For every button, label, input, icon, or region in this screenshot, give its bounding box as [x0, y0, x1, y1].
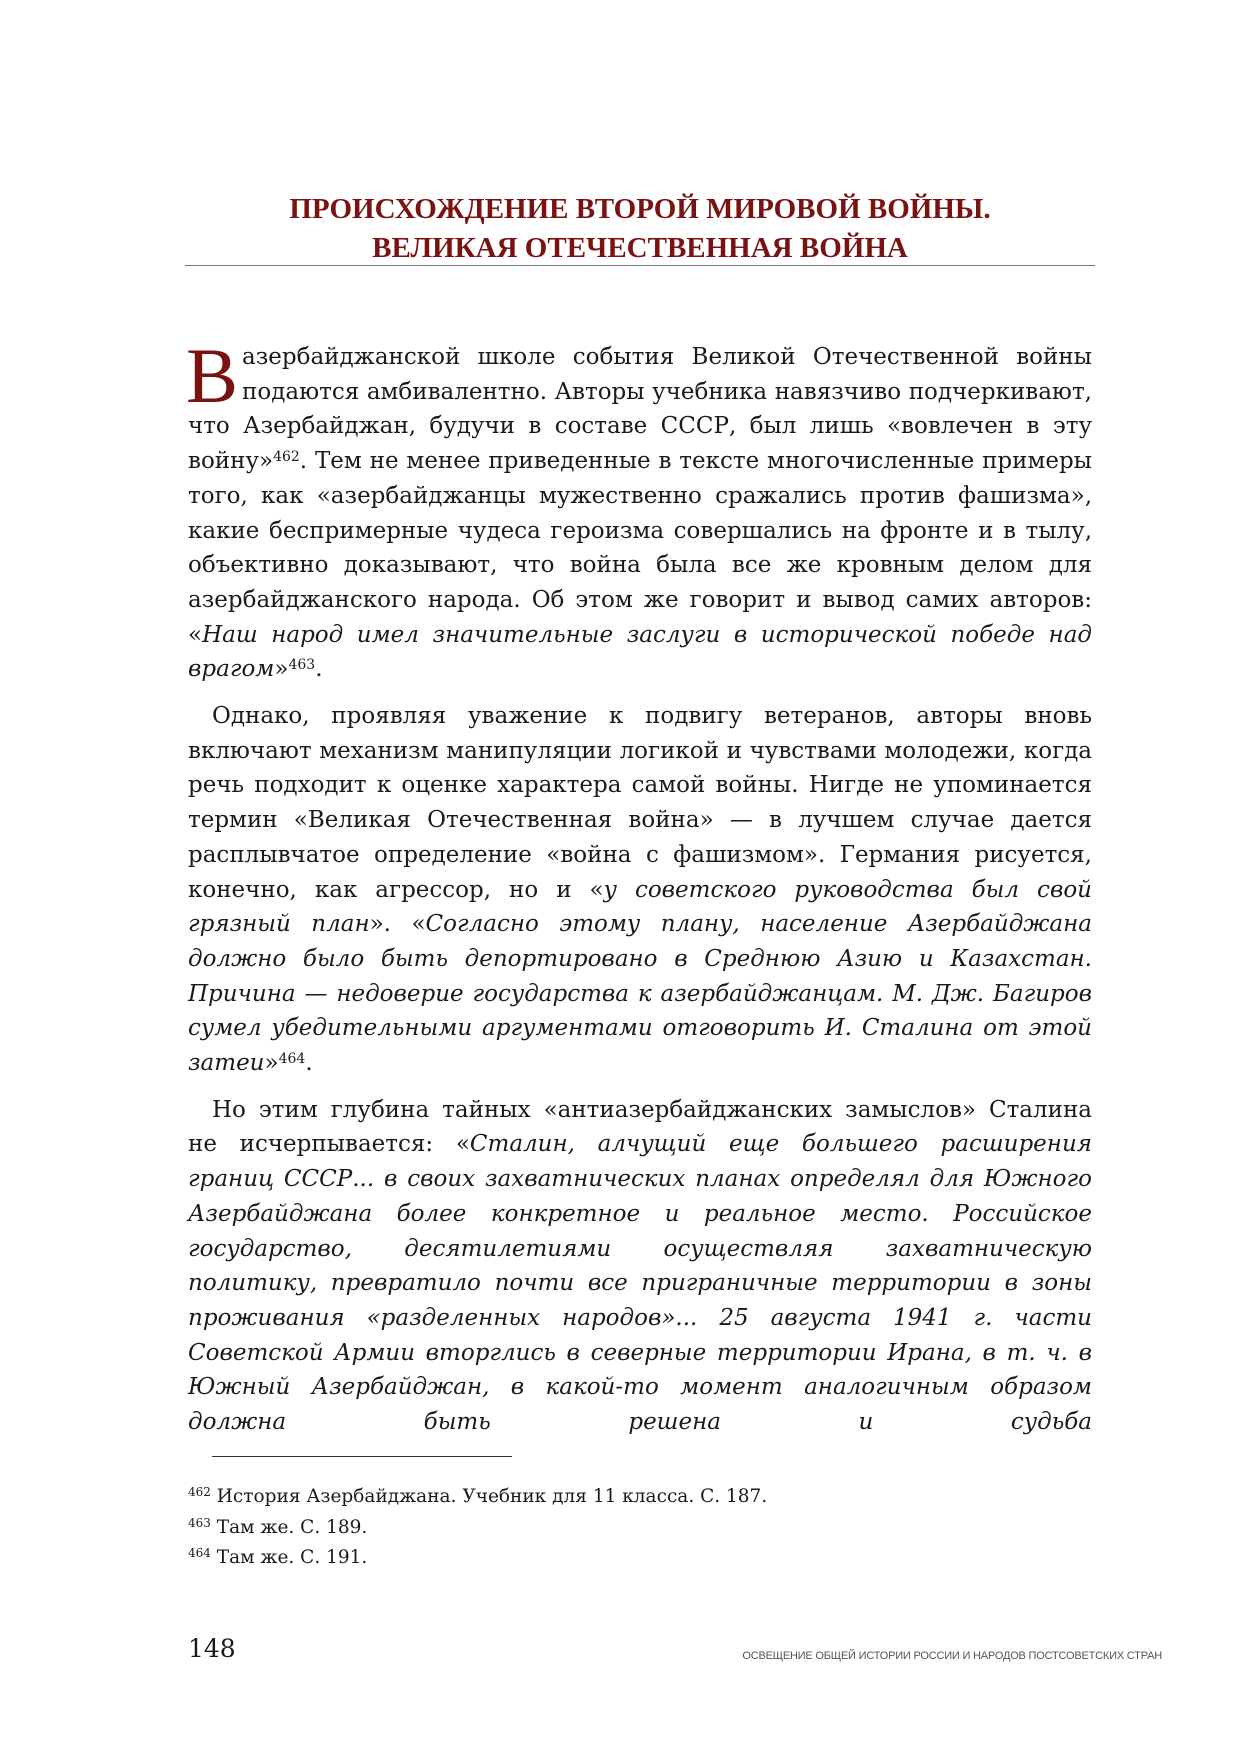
quote: Наш народ имел значительные заслуги в исторической победе над врагом	[188, 621, 1092, 683]
drop-cap: В	[186, 332, 239, 419]
quote: Сталин, алчущий еще большего расширения границ СССР... в своих захватнических планах определял для Южного Азербайджана более конкретное и реальное место. Российское государство, десятилетиями осуществляя захватническую политику, превратило почти все приграничные территории в зоны проживания «разделенных народов»... 25 августа 1941 г. части Советской Армии вторглись в северные территории Ирана, в т. ч. в Южный Азербайджан, в какой-то момент аналогичным образом должна быть решена и судьба	[188, 1131, 1092, 1436]
text: . Тем не менее приведенные в тексте многочисленные примеры того, как «азербайджанцы мужественно сражались против фашизма», какие беспримерные чудеса героизма совершались на фронте и в тылу, объективно доказывают, что война была все же кровным делом для азербайджанского народа. Об этом же говорит и вывод самих авторов: «	[188, 448, 1092, 648]
footnote-divider	[212, 1456, 512, 1457]
footnote-text: Там же. С. 191.	[216, 1547, 368, 1568]
paragraph-2	[188, 699, 1092, 1081]
page-number: 148	[188, 1634, 236, 1663]
body-text	[186, 332, 1093, 1452]
footnote	[188, 1543, 767, 1574]
footnote-text: История Азербайджана. Учебник для 11 класса. С. 187.	[216, 1486, 768, 1507]
quote: Согласно этому плану, население Азербайджана должно было быть депортировано в Среднюю Азию и Казахстан. Причина — недоверие государства к азербайджанцам. М. Дж. Багиров сумел убедительными аргументами отговорить И. Сталина от этой затеи	[188, 911, 1093, 1077]
footnotes	[188, 1482, 767, 1574]
chapter-title-line1: ПРОИСХОЖДЕНИЕ ВТОРОЙ МИРОВОЙ ВОЙНЫ.	[289, 193, 991, 225]
text: .	[315, 656, 323, 683]
footnote-text: Там же. С. 189.	[216, 1516, 368, 1538]
text: »	[264, 1050, 279, 1077]
footnote-number: 464	[188, 1546, 211, 1560]
quote: у советского руководства был свой грязный план	[188, 876, 1092, 938]
footnote-ref[interactable]: 462	[273, 449, 300, 466]
text: азербайджанской школе события Великой Отечественной войны подаются амбивалентно. Авторы учебника навязчиво подчеркивают, что Азербайджан, будучи в составе СССР, был лишь «вовлечен в эту войну»	[188, 344, 1092, 475]
chapter-title	[185, 190, 1095, 268]
footnote-number: 462	[188, 1485, 211, 1499]
footnote	[188, 1482, 767, 1513]
text: ». «	[369, 911, 426, 938]
text: Но этим глубина тайных «антиазербайджанских замыслов» Сталина не исчерпывается: «	[188, 1096, 1092, 1158]
title-divider	[185, 265, 1095, 266]
footnote-number: 463	[188, 1515, 211, 1530]
footnote-ref[interactable]: 464	[278, 1051, 306, 1068]
running-title: ОСВЕЩЕНИЕ ОБЩЕЙ ИСТОРИИ РОССИИ И НАРОДОВ ПОСТСОВЕТСКИХ СТРАН	[742, 1650, 1162, 1662]
footnote-ref[interactable]: 463	[288, 657, 316, 674]
text: Однако, проявляя уважение к подвигу ветеранов, авторы вновь включают механизм манипуляции логикой и чувствами молодежи, когда речь подходит к оценке характера самой войны. Нигде не упоминается термин «Великая Отечественная война» — в лучшем случае дается расплывчатое определение «война с фашизмом». Германия рисуется, конечно, как агрессор, но и «	[188, 703, 1092, 903]
text: .	[305, 1050, 313, 1077]
paragraph-1	[186, 332, 1092, 687]
chapter-title-line2: ВЕЛИКАЯ ОТЕЧЕСТВЕННАЯ ВОЙНА	[372, 232, 908, 264]
footnote	[188, 1513, 767, 1544]
text: »	[274, 656, 289, 683]
paragraph-3	[188, 1093, 1092, 1440]
